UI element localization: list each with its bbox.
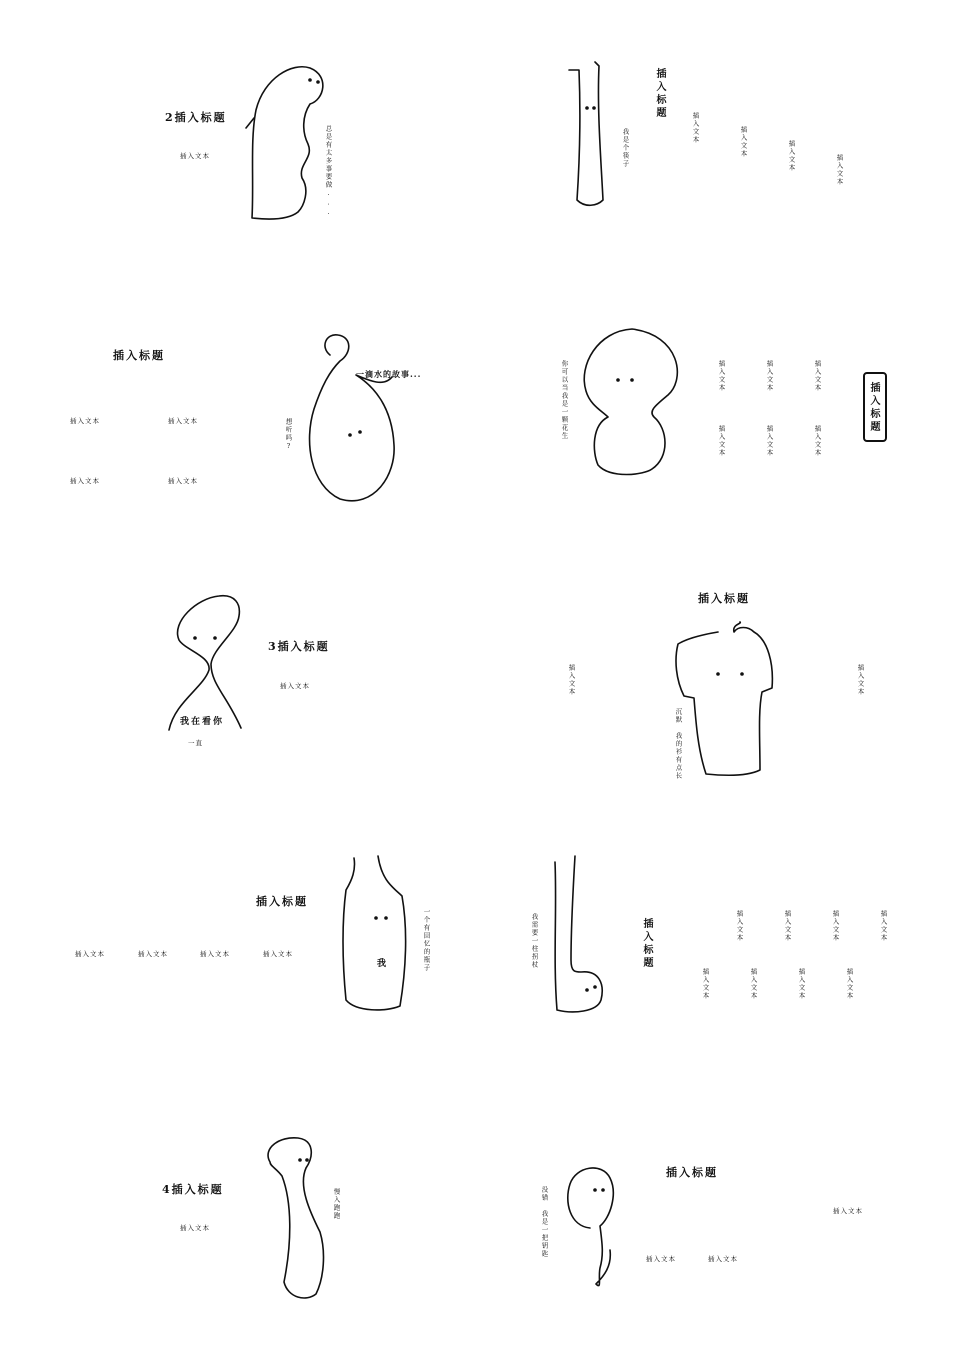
side-caption: 你可以当我是一颗花生 bbox=[560, 360, 569, 440]
text-item-right: 插入文本 bbox=[833, 1207, 863, 1215]
caption: 我在看你 bbox=[180, 717, 225, 727]
text-item: 插入文本 bbox=[783, 910, 792, 942]
panel-title: 插入标题 bbox=[698, 592, 750, 605]
side-caption: 我需要一柱拐杖 bbox=[530, 913, 539, 969]
text-item: 插入文本 bbox=[168, 477, 198, 485]
caption-2: 一直 bbox=[188, 739, 203, 747]
text-item: 插入文本 bbox=[717, 425, 726, 457]
side-caption: 我是个筷子 bbox=[621, 128, 630, 168]
key-figure-icon bbox=[560, 1158, 625, 1293]
panel-title: 插入标题 bbox=[641, 918, 652, 970]
text-item: 插入文本 bbox=[708, 1255, 738, 1263]
side-caption-1: 没错 bbox=[540, 1186, 549, 1202]
text-item: 插入文本 bbox=[717, 360, 726, 392]
text-item: 插入文本 bbox=[70, 477, 100, 485]
side-caption: 一个有回忆的瓶子 bbox=[422, 908, 431, 972]
text-item: 插入文本 bbox=[879, 910, 888, 942]
question-text: 想听吗? bbox=[284, 418, 293, 452]
cane-figure-icon bbox=[545, 850, 615, 1020]
text-item: 插入文本 bbox=[200, 950, 230, 958]
text-item: 插入文本 bbox=[787, 140, 796, 172]
text-item: 插入文本 bbox=[813, 360, 822, 392]
side-caption-2: 我是一把钥匙 bbox=[540, 1210, 549, 1258]
panel-text: 插入文本 bbox=[280, 682, 310, 690]
speech-text: 一滴水的故事... bbox=[356, 369, 422, 379]
chopstick-figure-icon bbox=[565, 60, 615, 210]
text-item: 插入文本 bbox=[749, 968, 758, 1000]
text-item: 插入文本 bbox=[845, 968, 854, 1000]
panel-title: 插入标题 bbox=[113, 349, 165, 362]
side-caption-2: 我的衫有点长 bbox=[674, 732, 683, 780]
water-drop-figure-icon bbox=[300, 325, 410, 505]
text-item: 插入文本 bbox=[646, 1255, 676, 1263]
text-item-left: 插入文本 bbox=[567, 664, 576, 696]
panel-text: 插入文本 bbox=[180, 152, 210, 160]
peanut-figure-icon bbox=[578, 325, 688, 480]
panel-title: 4插入标题 bbox=[162, 1183, 224, 1196]
text-item: 插入文本 bbox=[765, 425, 774, 457]
text-item: 插入文本 bbox=[739, 126, 748, 158]
runner-figure-icon bbox=[262, 1132, 337, 1302]
text-item: 插入文本 bbox=[735, 910, 744, 942]
panel-title: 3插入标题 bbox=[268, 640, 330, 653]
text-item: 插入文本 bbox=[813, 425, 822, 457]
text-item: 插入文本 bbox=[701, 968, 710, 1000]
panel-text: 插入文本 bbox=[180, 1224, 210, 1232]
side-caption-1: 沉默 bbox=[674, 708, 683, 724]
text-item-right: 插入文本 bbox=[856, 664, 865, 696]
text-item: 插入文本 bbox=[691, 112, 700, 144]
panel-title: 插入标题 bbox=[666, 1166, 718, 1179]
bottle-figure-icon bbox=[340, 850, 415, 1015]
text-item: 插入文本 bbox=[835, 154, 844, 186]
text-item: 插入文本 bbox=[168, 417, 198, 425]
text-item: 插入文本 bbox=[831, 910, 840, 942]
panel-title: 插入标题 bbox=[256, 895, 308, 908]
side-caption: 慢入跑跑 bbox=[332, 1188, 341, 1220]
text-item: 插入文本 bbox=[75, 950, 105, 958]
panel-title: 插入标题 bbox=[654, 68, 665, 120]
text-item: 插入文本 bbox=[70, 417, 100, 425]
text-item: 插入文本 bbox=[263, 950, 293, 958]
text-item: 插入文本 bbox=[138, 950, 168, 958]
panel-title: 2插入标题 bbox=[165, 111, 227, 124]
bottle-inner-text: 我 bbox=[377, 959, 388, 969]
shirt-figure-icon bbox=[670, 620, 780, 785]
side-caption: 总是有太多事要做... bbox=[324, 125, 333, 218]
boxed-title: 插入标题 bbox=[868, 382, 879, 434]
text-item: 插入文本 bbox=[797, 968, 806, 1000]
text-item: 插入文本 bbox=[765, 360, 774, 392]
hourglass-figure-icon bbox=[165, 592, 250, 732]
